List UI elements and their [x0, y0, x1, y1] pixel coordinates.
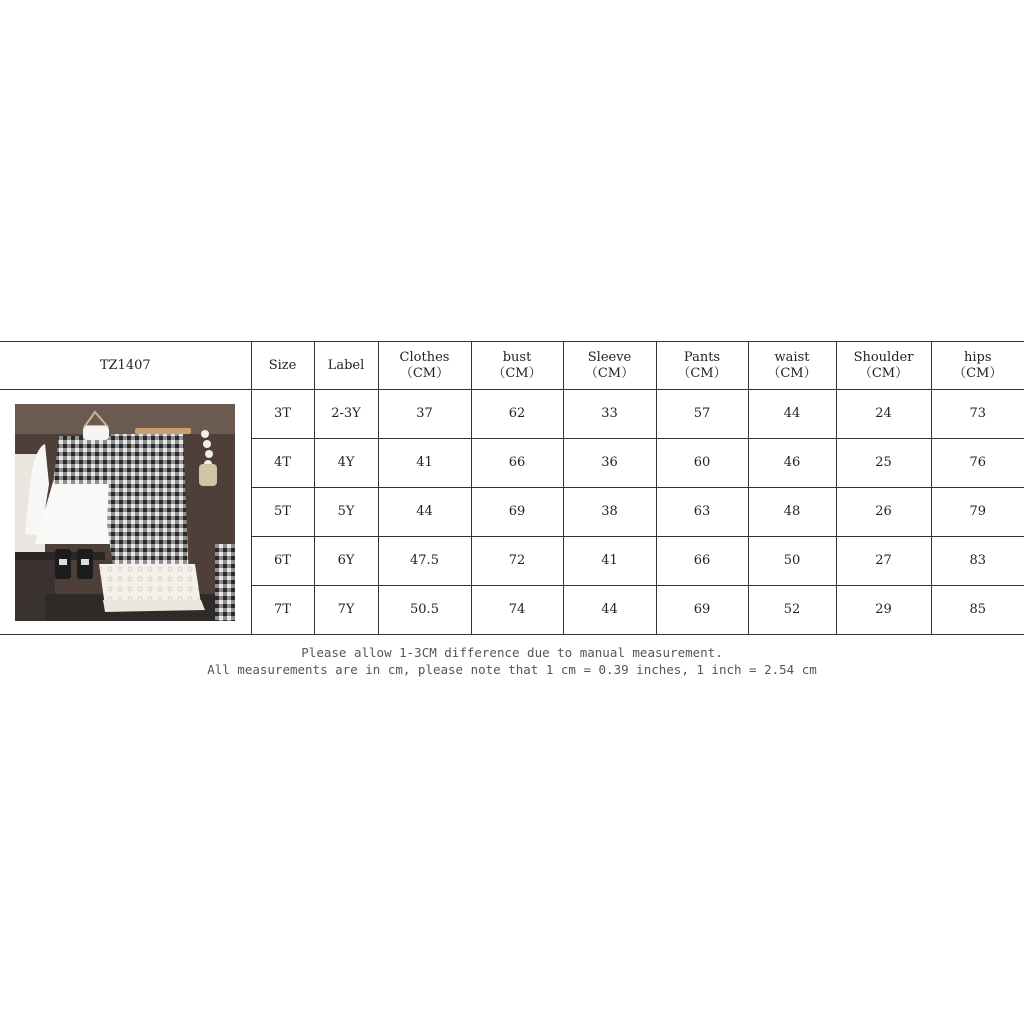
column-unit: （CM） [767, 365, 817, 381]
column-header-label [314, 342, 378, 390]
table-cell: 37 [378, 390, 471, 439]
table-cell: 69 [656, 586, 748, 635]
column-header-waist [748, 342, 836, 390]
table-cell: 2-3Y [314, 390, 378, 439]
table-cell: 44 [378, 488, 471, 537]
column-label: hips [963, 349, 992, 365]
table-cell: 5Y [314, 488, 378, 537]
table-cell: 46 [748, 439, 836, 488]
table-cell: 69 [471, 488, 563, 537]
table-cell: 50.5 [378, 586, 471, 635]
table-row [0, 390, 1024, 439]
column-header-hips [931, 342, 1024, 390]
table-cell: 41 [378, 439, 471, 488]
table-cell: 4T [251, 439, 314, 488]
note-line: All measurements are in cm, please note that 1 cm = 0.39 inches, 1 inch = 2.54 cm [207, 662, 817, 677]
table-cell: 27 [836, 537, 931, 586]
table-cell: 74 [471, 586, 563, 635]
table-cell: 63 [656, 488, 748, 537]
table-cell: 24 [836, 390, 931, 439]
table-cell: 52 [748, 586, 836, 635]
table-cell: 57 [656, 390, 748, 439]
table-cell: 29 [836, 586, 931, 635]
table-cell: 7T [251, 586, 314, 635]
table-cell: 5T [251, 488, 314, 537]
table-cell: 26 [836, 488, 931, 537]
table-cell: 79 [931, 488, 1024, 537]
table-cell: 47.5 [378, 537, 471, 586]
column-unit: （CM） [399, 365, 450, 381]
table-cell: 66 [471, 439, 563, 488]
column-unit: （CM） [584, 365, 635, 381]
outfit-image [15, 404, 235, 621]
table-cell: 25 [836, 439, 931, 488]
table-cell: 7Y [314, 586, 378, 635]
table-cell: 38 [563, 488, 656, 537]
table-cell: 60 [656, 439, 748, 488]
column-label: waist [774, 349, 810, 365]
column-label: Label [327, 357, 365, 373]
table-cell: 62 [471, 390, 563, 439]
column-unit: （CM） [677, 365, 727, 381]
column-label: Clothes [399, 349, 450, 365]
column-unit: （CM） [953, 365, 1003, 381]
table-cell: 66 [656, 537, 748, 586]
note-line: Please allow 1-3CM difference due to manual measurement. [301, 645, 723, 660]
column-label: Pants [683, 349, 721, 365]
table-cell: 6T [251, 537, 314, 586]
measurement-notes [0, 644, 1024, 678]
table-cell: 4Y [314, 439, 378, 488]
column-header-size [251, 342, 314, 390]
column-header-sleeve [563, 342, 656, 390]
table-cell: 44 [748, 390, 836, 439]
table-cell: 72 [471, 537, 563, 586]
table-cell: 83 [931, 537, 1024, 586]
product-photo-cell [0, 390, 251, 635]
column-label: Shoulder [853, 349, 914, 365]
table-cell: 44 [563, 586, 656, 635]
table-cell: 50 [748, 537, 836, 586]
column-header-bust [471, 342, 563, 390]
column-unit: （CM） [492, 365, 542, 381]
table-cell: 48 [748, 488, 836, 537]
table-cell: 41 [563, 537, 656, 586]
column-unit: （CM） [858, 365, 909, 381]
table-cell: 85 [931, 586, 1024, 635]
product-photo [15, 404, 235, 621]
column-label: Sleeve [587, 349, 632, 365]
column-label: Size [268, 357, 297, 373]
size-chart-table [0, 341, 1024, 635]
table-cell: 76 [931, 439, 1024, 488]
column-header-clothes [378, 342, 471, 390]
product-code: TZ1407 [0, 342, 251, 390]
table-cell: 6Y [314, 537, 378, 586]
table-cell: 36 [563, 439, 656, 488]
header-row [0, 342, 1024, 390]
table-cell: 3T [251, 390, 314, 439]
column-header-pants [656, 342, 748, 390]
table-cell: 33 [563, 390, 656, 439]
table-cell: 73 [931, 390, 1024, 439]
column-header-shoulder [836, 342, 931, 390]
column-label: bust [502, 349, 532, 365]
